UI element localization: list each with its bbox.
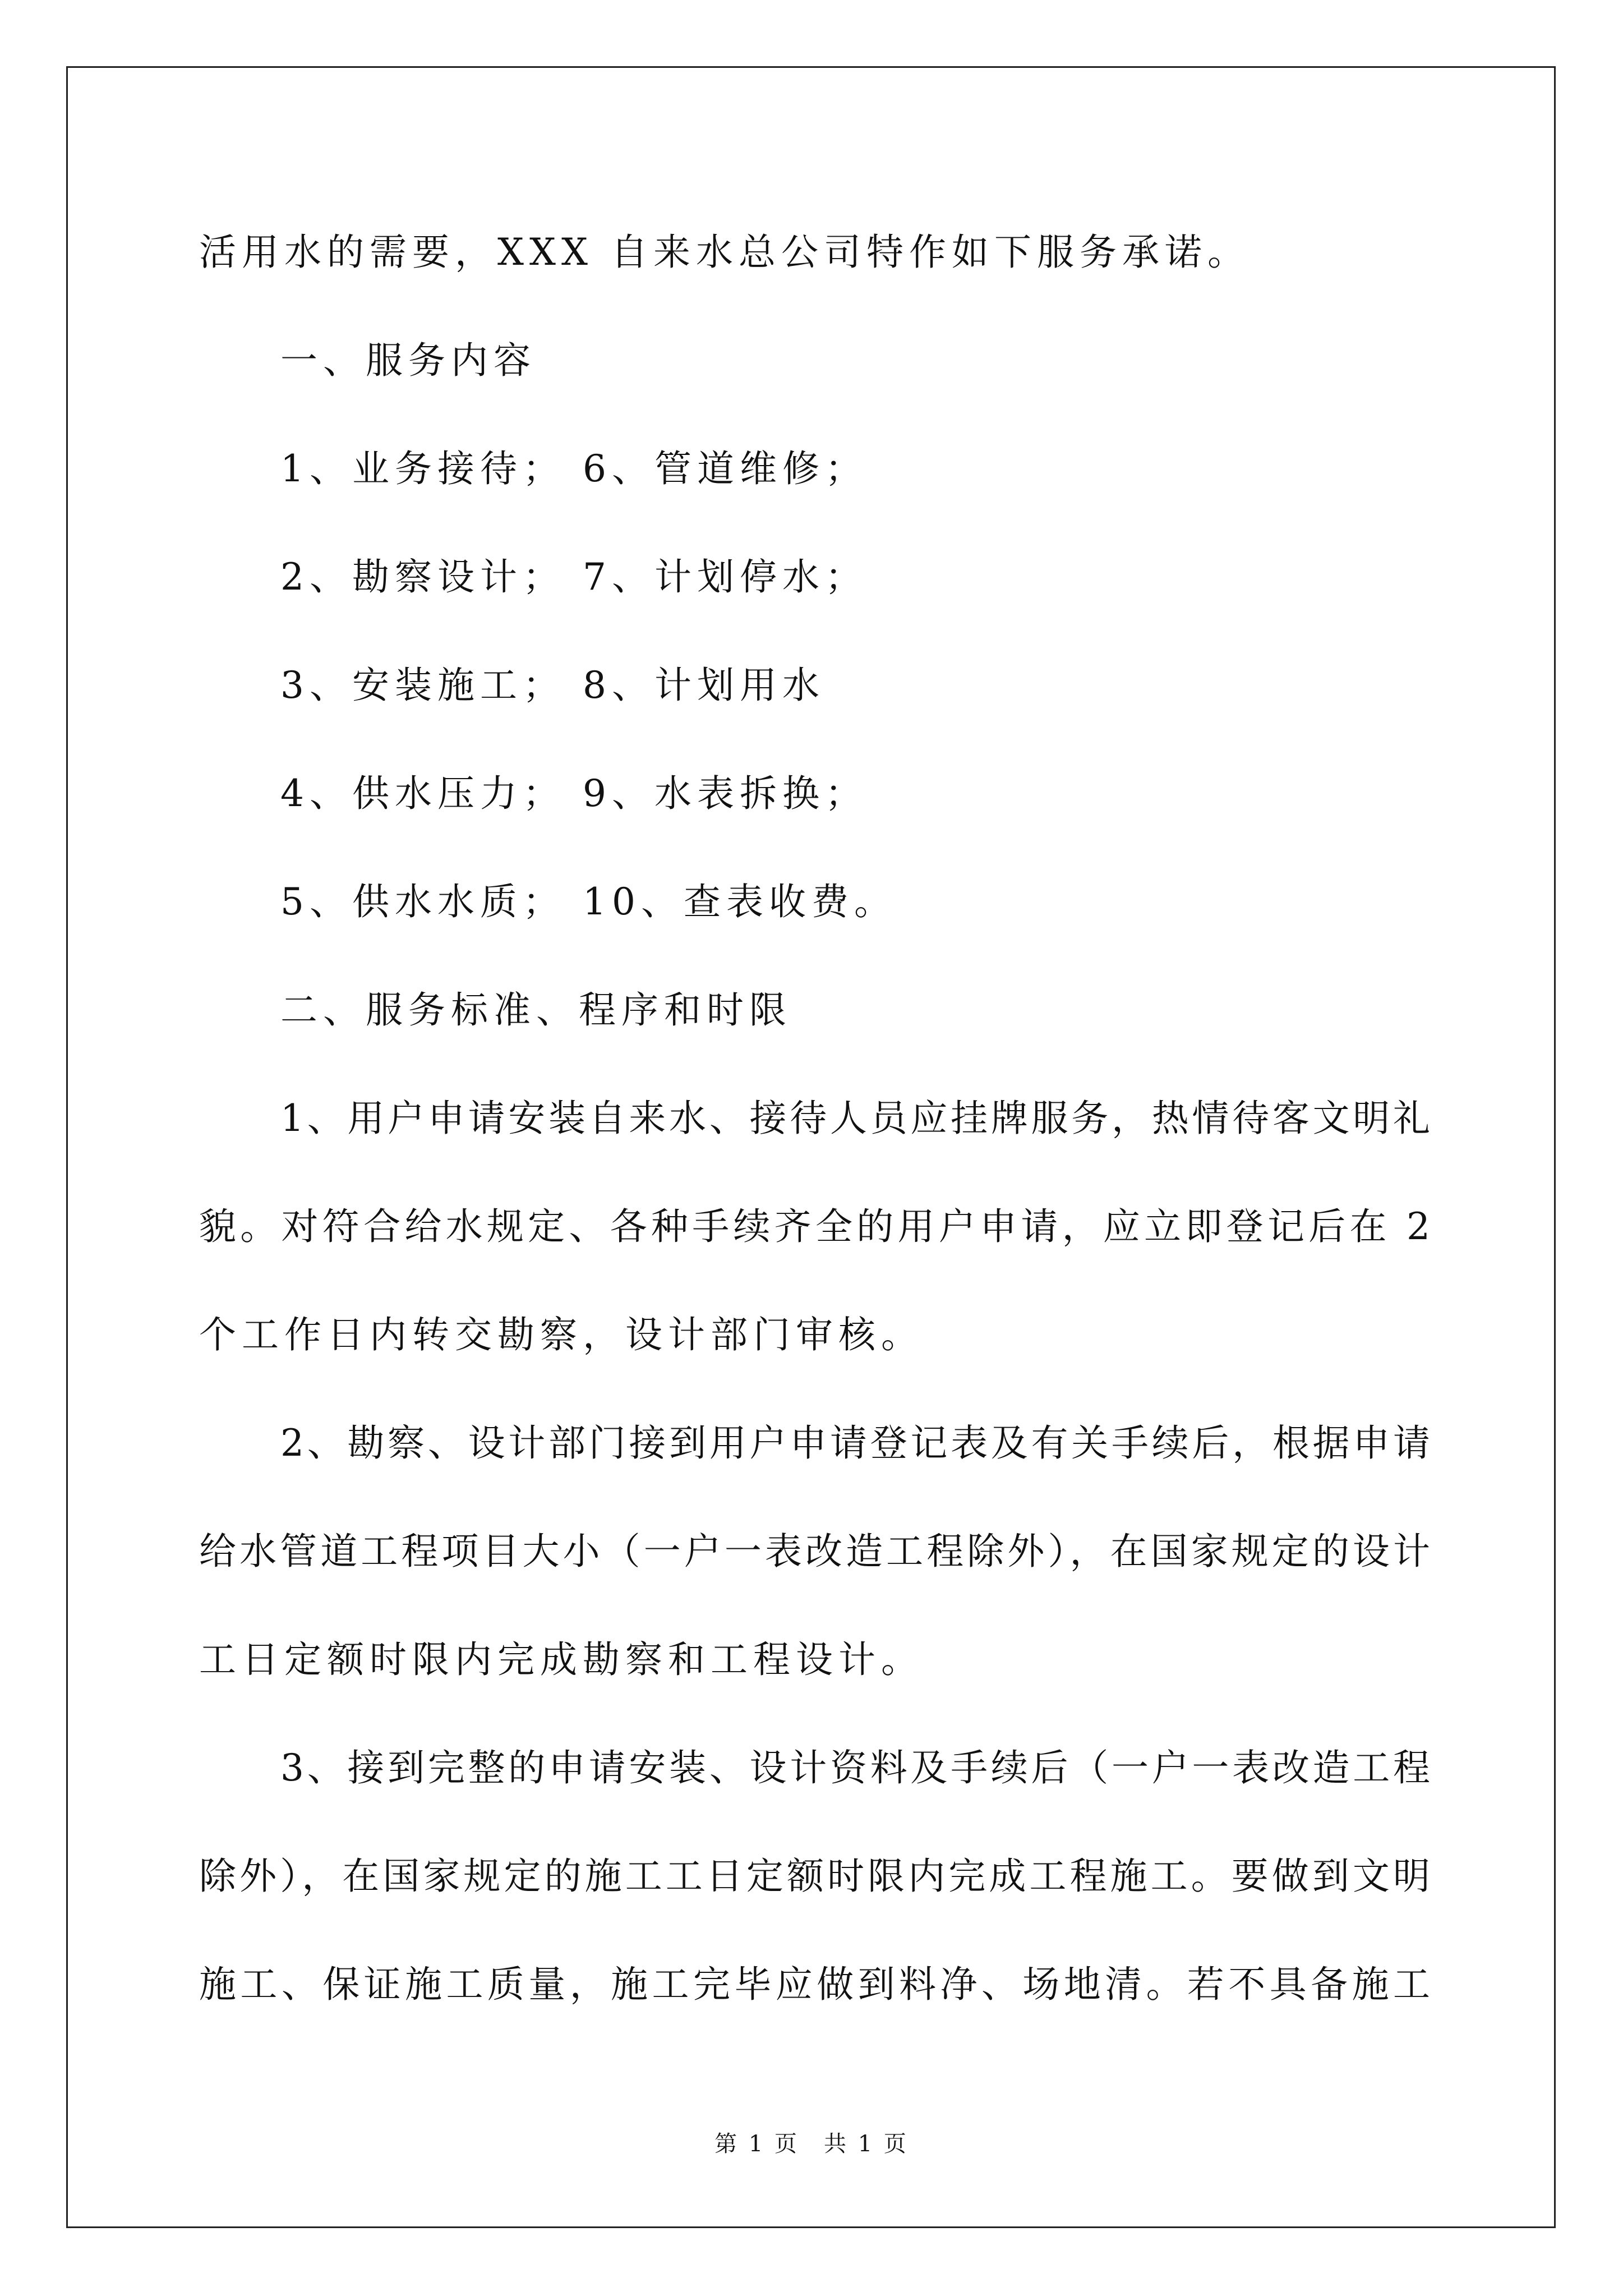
list-item: 4、供水压力； 9、水表拆换； xyxy=(280,772,868,815)
paragraph-line: 1、用户申请安装自来水、接待人员应挂牌服务，热情待客文明礼 xyxy=(280,1097,1430,1140)
section-heading: 一、服务内容 xyxy=(280,339,536,382)
paragraph-line: 活用水的需要，XXX 自来水总公司特作如下服务承诺。 xyxy=(199,231,1250,274)
paragraph-line: 给水管道工程项目大小（一户一表改造工程除外），在国家规定的设计 xyxy=(199,1530,1430,1573)
list-item: 2、勘察设计； 7、计划停水； xyxy=(280,555,868,599)
list-item: 5、供水水质； 10、查表收费。 xyxy=(280,880,897,923)
document-body xyxy=(199,219,1430,2059)
paragraph-line: 施工、保证施工质量，施工完毕应做到料净、场地清。若不具备施工 xyxy=(199,1963,1430,2006)
page-number: 第 1 页 共 1 页 xyxy=(714,2131,909,2157)
list-item: 1、业务接待； 6、管道维修； xyxy=(280,447,868,490)
paragraph-line: 貌。对符合给水规定、各种手续齐全的用户申请，应立即登记后在 2 xyxy=(199,1205,1430,1248)
paragraph-line: 个工作日内转交勘察，设计部门审核。 xyxy=(199,1313,924,1356)
paragraph-line: 工日定额时限内完成勘察和工程设计。 xyxy=(199,1638,924,1681)
paragraph-line: 3、接到完整的申请安装、设计资料及手续后（一户一表改造工程 xyxy=(280,1746,1430,1789)
paragraph-line: 2、勘察、设计部门接到用户申请登记表及有关手续后，根据申请 xyxy=(280,1421,1430,1465)
section-heading: 二、服务标准、程序和时限 xyxy=(280,988,792,1032)
list-item: 3、安装施工； 8、计划用水 xyxy=(280,664,825,707)
paragraph-line: 除外），在国家规定的施工工日定额时限内完成工程施工。要做到文明 xyxy=(199,1855,1430,1898)
